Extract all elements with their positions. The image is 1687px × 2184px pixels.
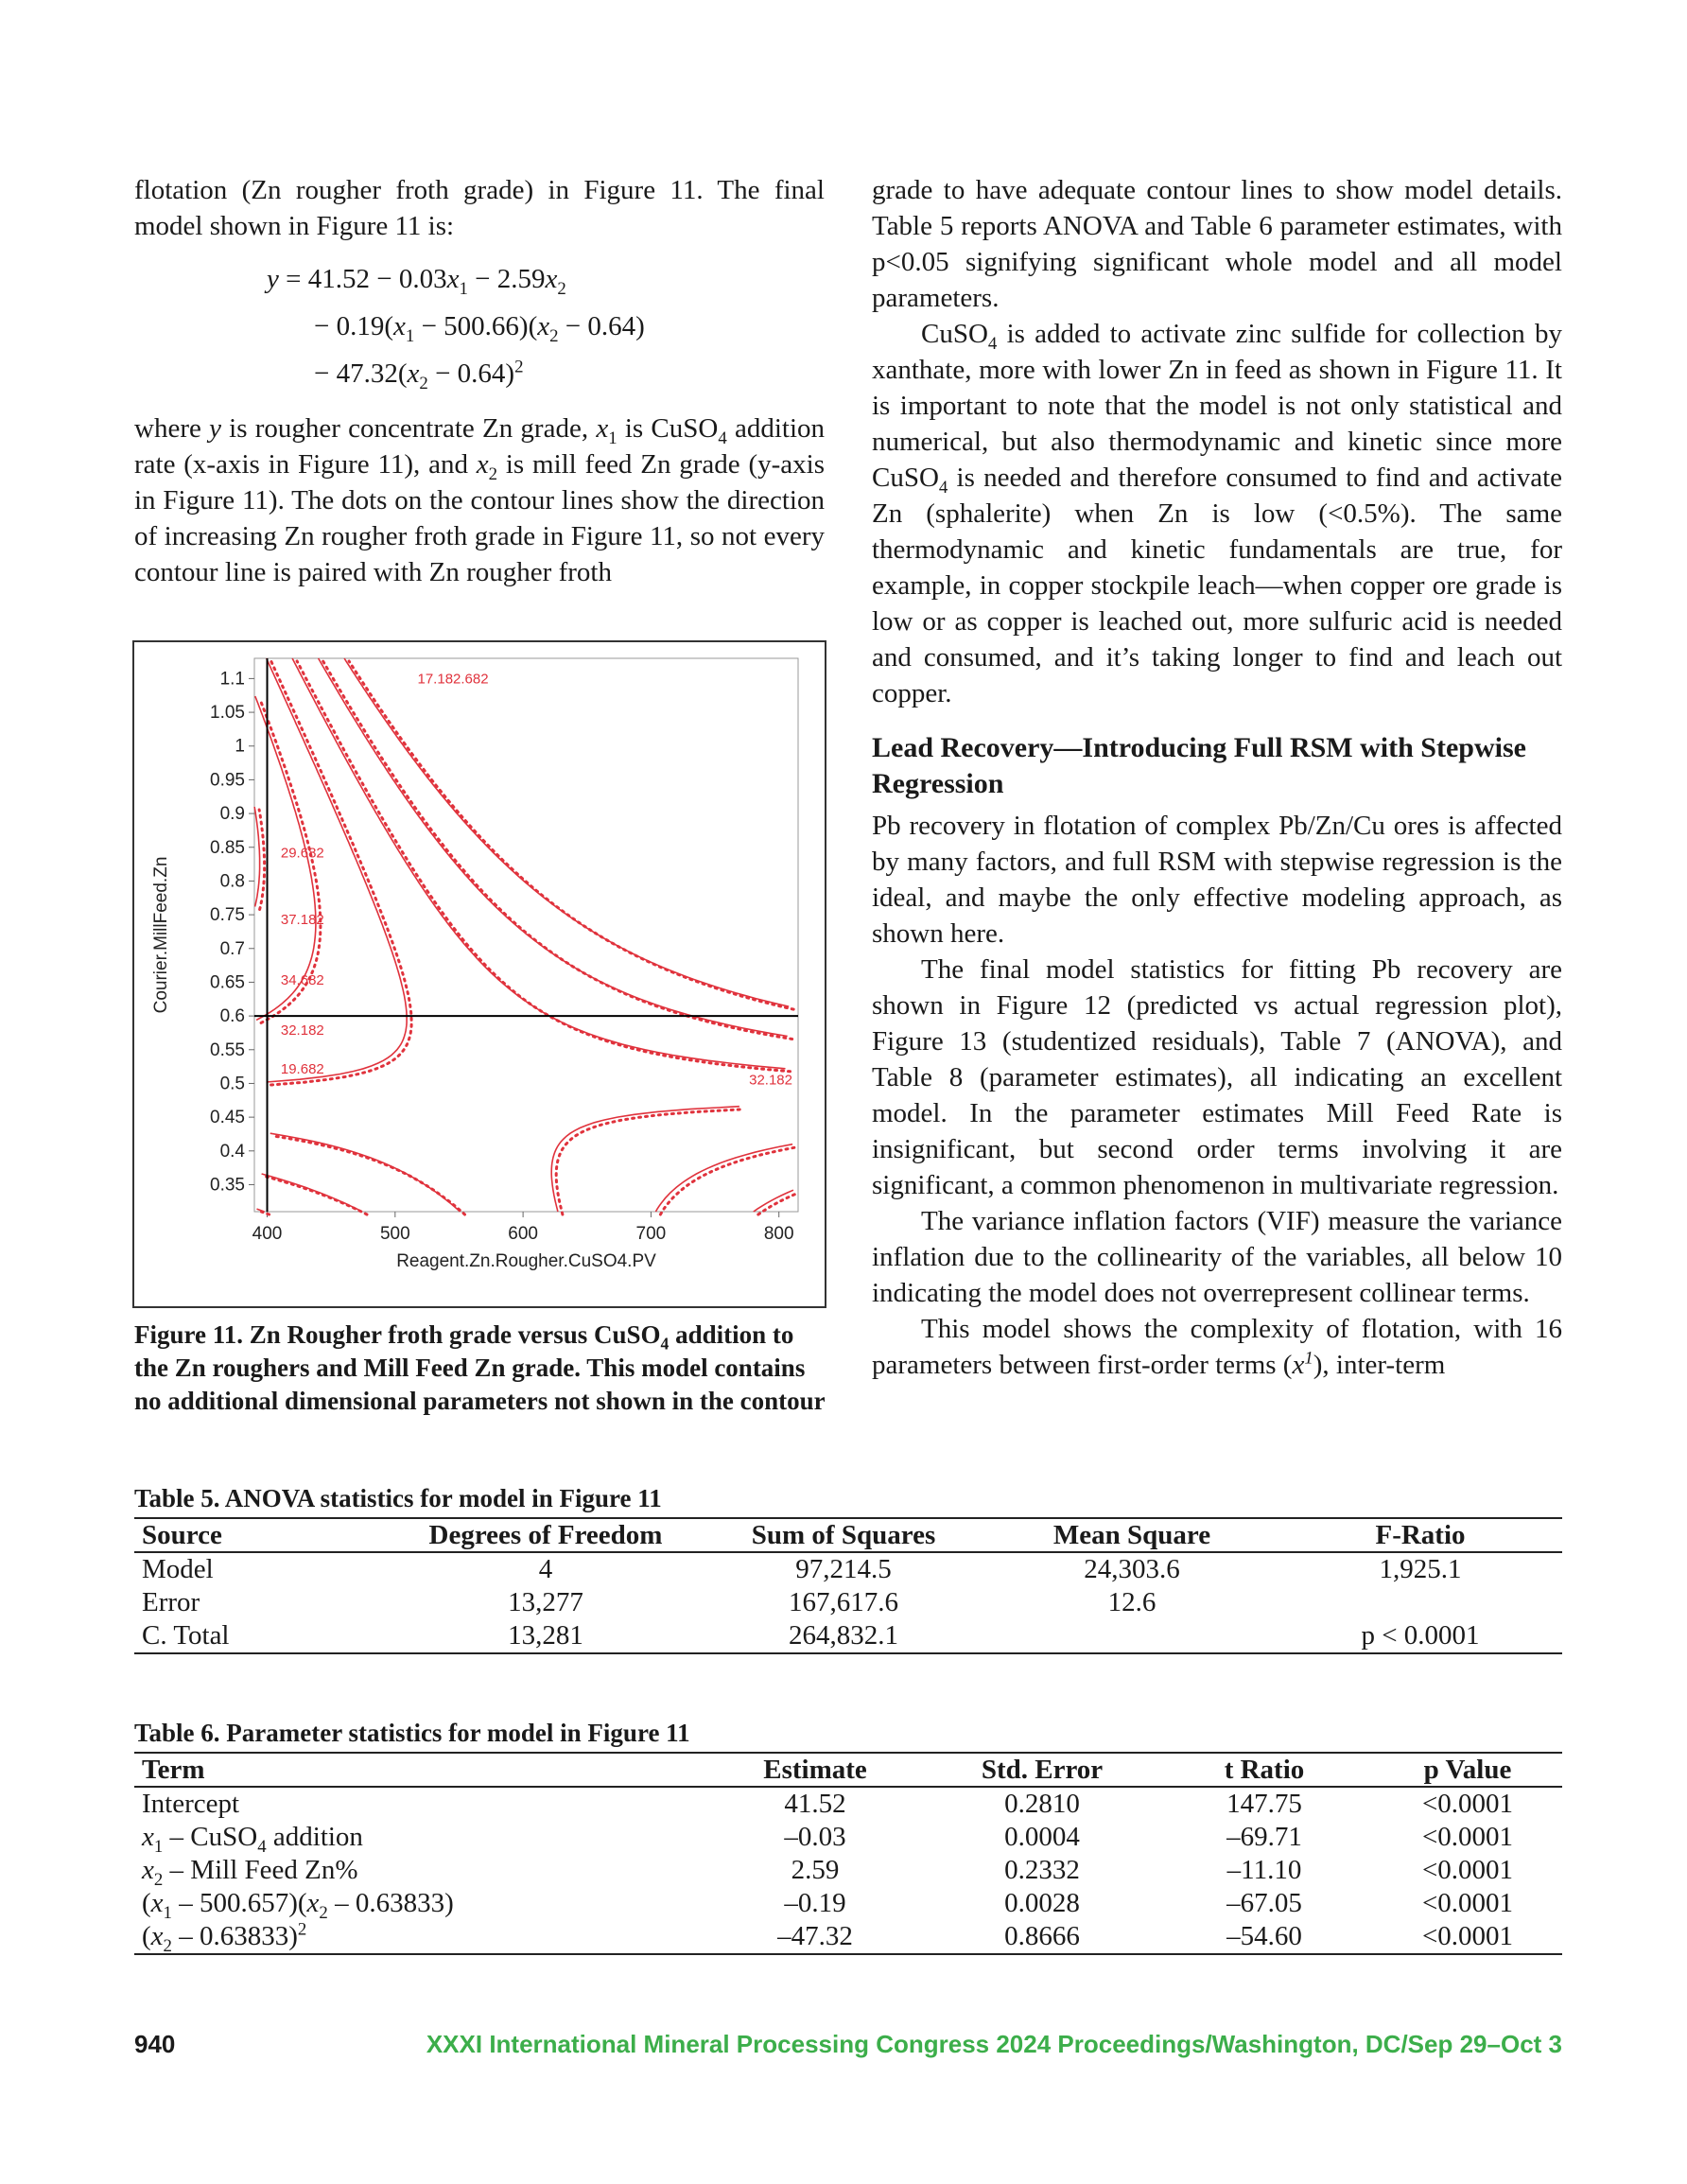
table-cell: 1,925.1 bbox=[1379, 1554, 1462, 1584]
contour-value-label: 37.182 bbox=[280, 911, 324, 928]
y-tick-label: 1.1 bbox=[219, 669, 245, 690]
table-cell: 264,832.1 bbox=[789, 1620, 898, 1651]
right-column bbox=[872, 172, 1562, 1383]
left-para-1: flotation (Zn rougher froth grade) in Figure 11. The final model shown in Figure 11 is: bbox=[134, 175, 825, 241]
table-cell: –0.03 bbox=[784, 1822, 846, 1852]
table-header-cell: Std. Error bbox=[981, 1754, 1104, 1785]
table-row bbox=[134, 1887, 1562, 1920]
table-cell: –0.19 bbox=[784, 1888, 846, 1918]
contour-direction-dots bbox=[262, 1212, 270, 1214]
x-axis-label: Reagent.Zn.Rougher.CuSO4.PV bbox=[396, 1251, 656, 1271]
table-cell: 0.2810 bbox=[1004, 1789, 1080, 1819]
table-header-cell: p Value bbox=[1423, 1754, 1512, 1785]
table-cell: <0.0001 bbox=[1421, 1789, 1514, 1819]
contour-value-label: 34.682 bbox=[280, 972, 324, 989]
y-tick-label: 0.95 bbox=[210, 770, 245, 791]
y-tick-label: 0.4 bbox=[219, 1141, 245, 1162]
table-cell: $x_1$ – CuSO$_4$ addition bbox=[142, 1822, 363, 1857]
table-cell: Error bbox=[142, 1587, 200, 1617]
contour-value-label: 17.182.682 bbox=[417, 671, 489, 688]
table-header-row bbox=[134, 1753, 1562, 1787]
contour-chart-svg bbox=[134, 642, 825, 1306]
equation-line-2: − $0.19(x_1 - 500.66)(x_2 - 0.64)$ bbox=[314, 311, 645, 346]
x-tick-label: 800 bbox=[763, 1224, 794, 1244]
table-5-caption: Table 5. ANOVA statistics for model in Figure 11 bbox=[134, 1484, 662, 1512]
conference-footer: XXXI International Mineral Processing Congress 2024 Proceedings/Washington, DC/Sep 29–Oct 3 bbox=[426, 2030, 1562, 2058]
table-row bbox=[134, 1854, 1562, 1887]
table-header-cell: Source bbox=[142, 1519, 222, 1550]
y-tick-label: 0.9 bbox=[219, 804, 245, 825]
equation-line-3: − $47.32(x_2 - 0.64)^2$ bbox=[314, 357, 524, 393]
right-para-5: The variance inflation factors (VIF) measure the variance inflation due to the collinearity of the variables, all below 10 indicating the model does not overrepresent collinear terms. bbox=[872, 1206, 1562, 1308]
table-row bbox=[134, 1787, 1562, 1821]
contour-value-label: 32.182 bbox=[749, 1072, 792, 1089]
right-para-3: Pb recovery in flotation of complex Pb/Zn/Cu ores is affected by many factors, and full RSM with stepwise regression is the ideal, and maybe the only effective modeling approach, as shown here. bbox=[872, 811, 1562, 949]
y-tick-label: 0.7 bbox=[219, 938, 245, 959]
y-tick-label: 0.6 bbox=[219, 1006, 245, 1027]
table-cell: C. Total bbox=[142, 1620, 230, 1651]
table-cell: –69.71 bbox=[1226, 1822, 1302, 1852]
y-axis-label: Courier.MillFeed.Zn bbox=[151, 856, 171, 1014]
table-cell: Intercept bbox=[142, 1789, 240, 1819]
y-tick-label: 0.35 bbox=[210, 1175, 245, 1196]
table-cell: –11.10 bbox=[1226, 1855, 1302, 1885]
x-tick-label: 400 bbox=[252, 1224, 283, 1244]
table-header-row bbox=[134, 1518, 1562, 1552]
y-tick-label: 1.05 bbox=[210, 703, 245, 724]
table-header-cell: Sum of Squares bbox=[751, 1519, 936, 1550]
table-cell: p < 0.0001 bbox=[1361, 1620, 1480, 1651]
table-cell: 0.2332 bbox=[1004, 1855, 1080, 1885]
table-cell: –67.05 bbox=[1226, 1888, 1302, 1918]
y-tick-label: 0.85 bbox=[210, 837, 245, 858]
table-cell: 12.6 bbox=[1107, 1587, 1157, 1617]
figure-11-contour-plot bbox=[132, 640, 826, 1308]
contour-value-label: 19.682 bbox=[280, 1060, 324, 1077]
table-cell: 13,277 bbox=[508, 1587, 583, 1617]
table-row bbox=[134, 1920, 1562, 1954]
x-tick-label: 700 bbox=[635, 1224, 667, 1244]
page-number: 940 bbox=[134, 2030, 176, 2058]
y-tick-label: 0.45 bbox=[210, 1108, 245, 1128]
table-header-cell: Mean Square bbox=[1052, 1519, 1211, 1550]
table-cell: –47.32 bbox=[777, 1921, 853, 1951]
x-tick-label: 600 bbox=[508, 1224, 538, 1244]
model-equation bbox=[267, 255, 825, 397]
left-para-2: where y is rougher concentrate Zn grade, $x_1$ is CuSO$_4$ addition rate (x-axis in Figure 11), and $x_2$ is mill feed Zn grade (y-axis in Figure 11). The dots on the contour lines show the direction of increasing Zn rougher froth grade in Figure 11, so not every contour line is paired with Zn rougher froth bbox=[134, 413, 825, 587]
table-cell: <0.0001 bbox=[1421, 1855, 1514, 1885]
table-cell: 24,303.6 bbox=[1084, 1554, 1180, 1584]
equation-line-1: $y = 41.52 - 0.03x_1 - 2.59x_2$ bbox=[267, 264, 566, 299]
table-6-caption: Table 6. Parameter statistics for model in Figure 11 bbox=[134, 1719, 690, 1747]
table-cell: 2.59 bbox=[791, 1855, 840, 1885]
table-cell bbox=[985, 1619, 1278, 1653]
right-para-2: CuSO$_4$ is added to activate zinc sulfide for collection by xanthate, more with lower Zn in feed as shown in Figure 11. It is important to note that the model is not only statistical and numerical, but also thermodynamic and kinetic since more CuSO$_4$ is needed and therefore consumed to find and activate Zn (sphalerite) when Zn is low (<0.5%). The same thermodynamic and kinetic fundamentals are true, for example, in copper stockpile leach—when copper ore grade is low or as copper is leached out, more sulfuric acid is needed and consumed, and it’s taking longer to find and leach out copper. bbox=[872, 319, 1562, 708]
table-6-parameters bbox=[134, 1752, 1562, 1955]
right-para-1: grade to have adequate contour lines to show model details. Table 5 reports ANOVA and Table 6 parameter estimates, with p<0.05 signifying significant whole model and all model parameters. bbox=[872, 175, 1562, 313]
y-tick-label: 0.8 bbox=[219, 871, 245, 892]
table-header-cell: Degrees of Freedom bbox=[428, 1519, 663, 1550]
figure-11-caption: Figure 11. Zn Rougher froth grade versus CuSO$_4$ addition to the Zn roughers and Mill Feed Zn grade. This model contains no additional dimensional parameters not shown in the contour bbox=[134, 1320, 826, 1415]
table-row bbox=[134, 1552, 1562, 1586]
x-tick-label: 500 bbox=[379, 1224, 410, 1244]
table-cell: 41.52 bbox=[784, 1789, 846, 1819]
table-cell: 97,214.5 bbox=[795, 1554, 892, 1584]
table-header-cell: Term bbox=[142, 1754, 205, 1785]
table-cell: Model bbox=[142, 1554, 214, 1584]
table-header-cell: F-Ratio bbox=[1375, 1519, 1466, 1550]
right-para-6: This model shows the complexity of flotation, with 16 parameters between first-order terms $(x^1)$, inter-term bbox=[872, 1314, 1562, 1380]
table-cell: <0.0001 bbox=[1421, 1822, 1514, 1852]
table-cell: 0.0004 bbox=[1004, 1822, 1080, 1852]
table-cell: 167,617.6 bbox=[789, 1587, 898, 1617]
table-cell: –54.60 bbox=[1226, 1921, 1302, 1951]
table-header-cell: t Ratio bbox=[1224, 1754, 1305, 1785]
table-cell: 0.0028 bbox=[1004, 1888, 1080, 1918]
y-tick-label: 0.75 bbox=[210, 905, 245, 926]
table-cell: $(x_2 - 0.63833)^2$ bbox=[142, 1919, 307, 1956]
right-para-4: The final model statistics for fitting Pb recovery are shown in Figure 12 (predicted vs actual regression plot), Figure 13 (studentized residuals), Table 7 (ANOVA), and Table 8 (parameter estimates), all indicating an excellent model. In the parameter estimates Mill Feed Rate is insignificant, but second order terms involving it are significant, a common phenomenon in multivariate regression. bbox=[872, 954, 1562, 1200]
table-cell: 0.8666 bbox=[1004, 1921, 1080, 1951]
table-cell: <0.0001 bbox=[1421, 1921, 1514, 1951]
table-cell bbox=[1278, 1586, 1562, 1619]
y-tick-label: 0.5 bbox=[219, 1074, 245, 1094]
y-tick-label: 0.55 bbox=[210, 1040, 245, 1060]
y-tick-label: 0.65 bbox=[210, 972, 245, 993]
table-cell: 13,281 bbox=[508, 1620, 583, 1651]
contour-value-label: 29.682 bbox=[280, 845, 324, 862]
table-row bbox=[134, 1619, 1562, 1653]
table-cell: <0.0001 bbox=[1421, 1888, 1514, 1918]
y-tick-label: 1 bbox=[235, 736, 245, 757]
table-cell: $x_2$ – Mill Feed Zn% bbox=[142, 1855, 358, 1890]
table-cell: 147.75 bbox=[1226, 1789, 1302, 1819]
table-row bbox=[134, 1821, 1562, 1854]
table-5-anova bbox=[134, 1517, 1562, 1654]
left-column bbox=[134, 172, 825, 590]
table-header-cell: Estimate bbox=[763, 1754, 867, 1785]
table-row bbox=[134, 1586, 1562, 1619]
table-cell: 4 bbox=[538, 1554, 553, 1584]
table-cell: $(x_1 - 500.657)(x_2 - 0.63833)$ bbox=[142, 1888, 454, 1923]
section-heading: Lead Recovery—Introducing Full RSM with Stepwise Regression bbox=[872, 732, 1526, 799]
contour-value-label: 32.182 bbox=[280, 1022, 324, 1039]
